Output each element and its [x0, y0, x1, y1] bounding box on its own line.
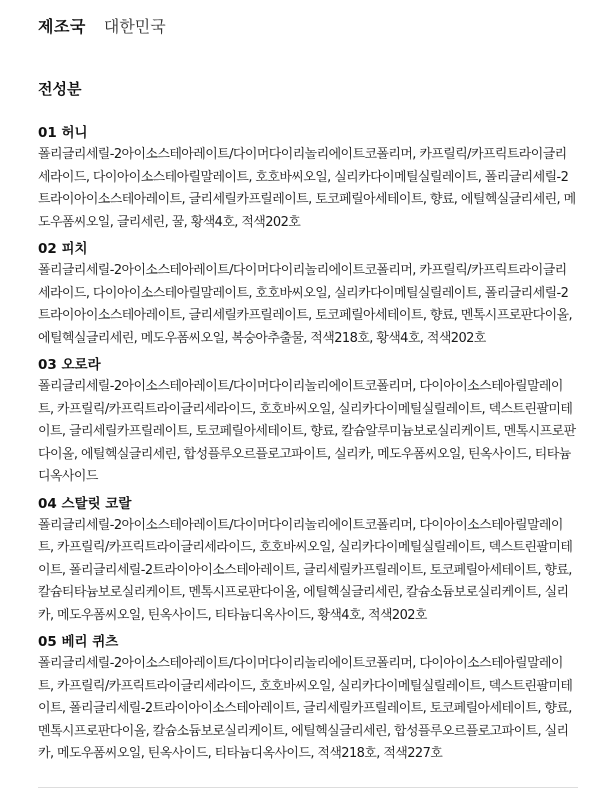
product-ingredients: 폴리글리세릴-2아이소스테아레이트/다이머다이리놀리에이트코폴리머, 카프릴릭/카프릭트라이글리세라이드, 다이아이소스테아릴말레이트, 호호바씨오일, 실리카다이메틸실릴레이트, 폴리글리세릴-2트라이아이소스테아레이트, 글리세릴카프릴레이트, 토코페릴아세테이트, 향료, 멘톡시프로판다이올, 에틸헥실글리세린, 메도우폼씨오일, 복숭아추출물, 적색218호, 황색4호, 적색202호 — [38, 263, 573, 346]
product-name: 03 오로라 — [38, 357, 101, 373]
ingredients-section-title: 전성분 — [38, 80, 82, 98]
made-in-row — [38, 14, 578, 54]
product-name: 04 스탈릿 코랄 — [38, 495, 132, 512]
product-ingredients: 폴리글리세릴-2아이소스테아레이트/다이머다이리놀리에이트코폴리머, 카프릴릭/카프릭트라이글리세라이드, 다이아이소스테아릴말레이트, 호호바씨오일, 실리카다이메틸실릴레이트, 폴리글리세릴-2트라이아이소스테아레이트, 글리세릴카프릴레이트, 토코페릴아세테이트, 향료, 에틸헥실글리세린, 메도우폼씨오일, 글리세린, 꿀, 황색4호, 적색202호 — [38, 147, 576, 230]
product-ingredients: 폴리글리세릴-2아이소스테아레이트/다이머다이리놀리에이트코폴리머, 다이아이소스테아릴말레이트, 카프릴릭/카프릭트라이글리세라이드, 호호바씨오일, 실리카다이메틸실릴레이트, 덱스트린팔미테이트, 폴리글리세릴-2트라이아이소스테아레이트, 글리세릴카프릴레이트, 토코페릴아세테이트, 향료, 칼슘티타늄보로실리케이트, 멘톡시프로판다이올, 에틸헥실글리세린, 칼슘소듐보로실리케이트, 실리카, 메도우폼씨오일, 틴옥사이드, 티타늄디옥사이드, 황색4호, 적색202호 — [38, 517, 573, 623]
product-ingredients: 폴리글리세릴-2아이소스테아레이트/다이머다이리놀리에이트코폴리머, 다이아이소스테아릴말레이트, 카프릴릭/카프릭트라이글리세라이드, 호호바씨오일, 실리카다이메틸실릴레이트, 덱스트린팔미테이트, 글리세릴카프릴레이트, 토코페릴아세테이트, 향료, 칼슘알루미늄보로실리케이트, 멘톡시프로판다이올, 에틸헥실글리세린, 합성플루오르플로고파이트, 실리카, 메도우폼씨오일, 틴옥사이드, 티타늄디옥사이드 — [38, 379, 576, 484]
made-in-label: 제조국 — [38, 17, 86, 36]
product-item-aurora — [38, 354, 578, 489]
product-item-peach — [38, 238, 578, 350]
product-item-berry-quartz — [38, 631, 578, 766]
product-item-honey — [38, 122, 578, 234]
product-name: 02 피치 — [38, 241, 88, 257]
product-item-starlit-coral — [38, 493, 578, 628]
product-name: 05 베리 퀴츠 — [38, 634, 119, 650]
bottom-divider — [38, 787, 578, 788]
made-in-value: 대한민국 — [103, 17, 166, 36]
product-name: 01 허니 — [38, 125, 88, 141]
product-ingredients: 폴리글리세릴-2아이소스테아레이트/다이머다이리놀리에이트코폴리머, 다이아이소스테아릴말레이트, 카프릴릭/카프릭트라이글리세라이드, 호호바씨오일, 실리카다이메틸실릴레이트, 덱스트린팔미테이트, 폴리글리세릴-2트라이아이소스테아레이트, 글리세릴카프릴레이트, 토코페릴아세테이트, 향료, 멘톡시프로판다이올, 칼슘소듐보로실리케이트, 에틸헥실글리세린, 합성플루오르플로고파이트, 실리카, 메도우폼씨오일, 틴옥사이드, 티타늄디옥사이드, 적색218호, 적색227호 — [38, 656, 573, 761]
